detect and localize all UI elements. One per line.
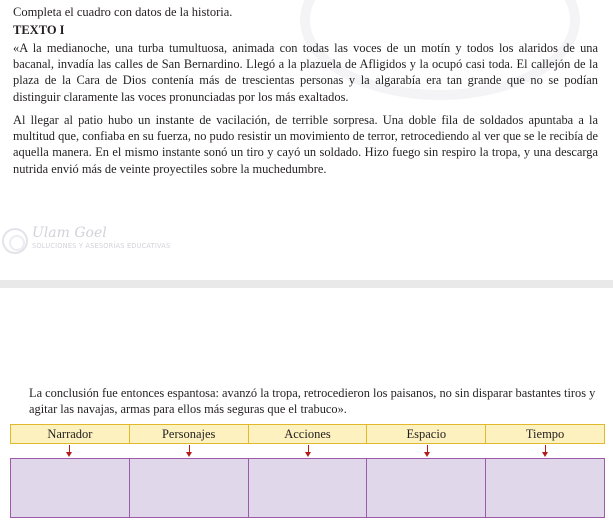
instruction-text: Completa el cuadro con datos de la historia.: [13, 5, 233, 19]
answer-cell-acciones[interactable]: [249, 459, 368, 517]
down-arrow-icon: [424, 445, 430, 459]
header-personajes: Personajes: [130, 425, 249, 443]
answer-cell-personajes[interactable]: [130, 459, 249, 517]
header-espacio: Espacio: [367, 425, 486, 443]
page-divider: [0, 280, 613, 288]
header-acciones: Acciones: [249, 425, 368, 443]
answer-cell-espacio[interactable]: [367, 459, 486, 517]
down-arrow-icon: [66, 445, 72, 459]
text-title: TEXTO I: [13, 23, 65, 37]
story-paragraph-1: «A la medianoche, una turba tumultuosa, animada con todas las voces de un motín y todos los alaridos de una bacanal, invadía las calles de San Bernardino. Llegó a la plazuela de Afligidos y la ocupó casi toda. El callejón de la plaza de la Cara de Dios contenía más de trescientas personas y la algarabía era tan grande que no se podían distinguir claramente las voces pronunciadas por los más exaltados.: [13, 41, 598, 104]
down-arrow-icon: [305, 445, 311, 459]
table-header-row: [10, 424, 605, 444]
down-arrow-icon: [186, 445, 192, 459]
header-narrador: Narrador: [11, 425, 130, 443]
story-paragraph-2: Al llegar al patio hubo un instante de vacilación, de terrible sorpresa. Una doble fila de soldados apuntaba a la multitud que, confiaba en su fuerza, no pudo resistir un movimiento de terror, retrocediendo al ver que se le recibía de aquella manera. En el mismo instante sonó un tiro y cayó un soldado. Hizo fuego sin respiro la tropa, y una descarga nutrida envió más de veinte proyectiles sobre la muchedumbre.: [13, 113, 598, 176]
header-tiempo: Tiempo: [525, 426, 565, 441]
answer-cell-narrador[interactable]: [11, 459, 130, 517]
publisher-logo: [0, 224, 200, 254]
logo-tagline: SOLUCIONES Y ASESORÍAS EDUCATIVAS: [32, 242, 171, 250]
answer-row: [10, 458, 605, 518]
logo-name: Ulam Goel: [32, 225, 107, 241]
logo-emblem-icon: [2, 228, 28, 254]
story-conclusion: La conclusión fue entonces espantosa: avanzó la tropa, retrocedieron los paisanos, no sin disparar bastantes tiros y agitar las navajas, armas para ellos más seguras que el trabuco».: [29, 386, 596, 416]
down-arrow-icon: [542, 445, 548, 459]
answer-cell-tiempo[interactable]: [486, 459, 604, 517]
